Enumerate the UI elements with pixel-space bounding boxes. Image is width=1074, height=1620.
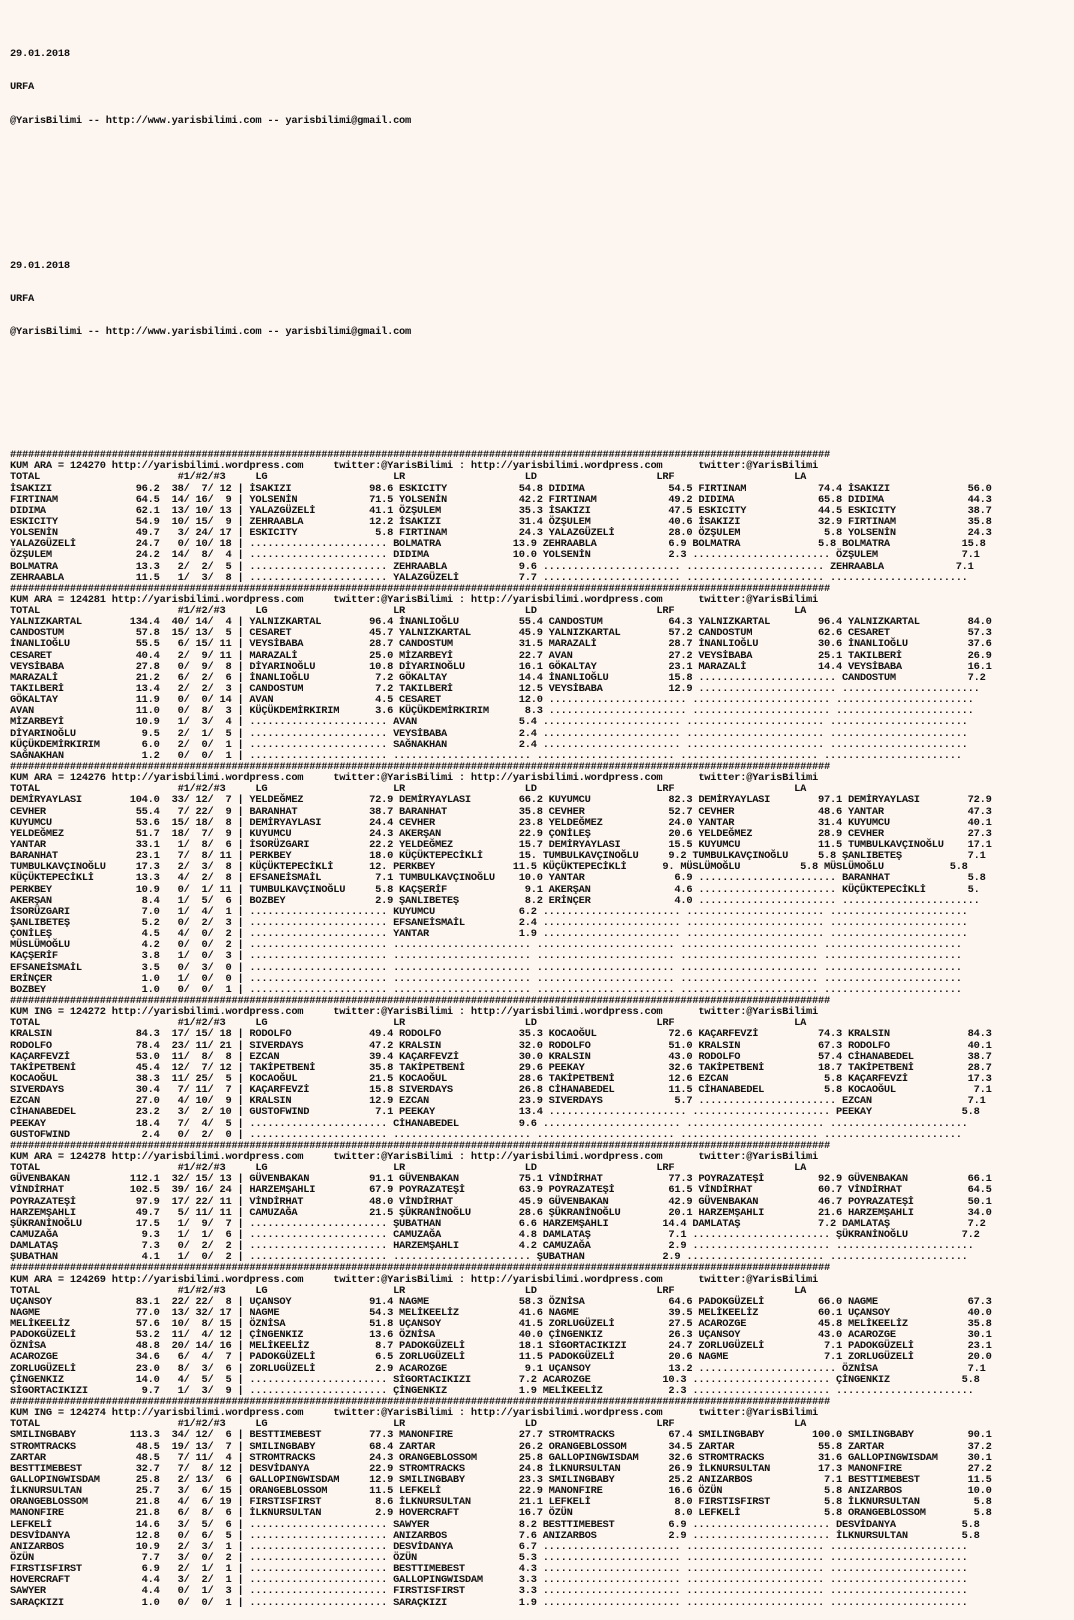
table-row: İSAKIZI 96.2 38/ 7/ 12 | İSAKIZI 98.6 ESKICITY 54.8 DIDIMA 54.5 FIRTINAM 74.4 İSAKIZI 56.0 [10, 482, 992, 495]
header-block-1 [10, 26, 1074, 149]
header-date: 29.01.2018 [10, 259, 70, 272]
table-row: CEVHER 55.4 7/ 22/ 9 | BARANHAT 38.7 BARANHAT 35.8 CEVHER 52.7 CEVHER 48.6 YANTAR 47.3 [10, 805, 992, 818]
table-row: MİZARBEYİ 10.9 1/ 3/ 4 | ....................... AVAN 5.4 ....................... ....................... ....................... [10, 716, 968, 729]
table-row: ÇONİLEŞ 4.5 4/ 0/ 2 | ....................... YANTAR 1.9 ....................... ....................... ....................... [10, 928, 968, 941]
race-block [10, 996, 1074, 1141]
table-row: GUSTOFWIND 2.4 0/ 2/ 0 | ....................... ....................... ....................... ....................... ....................... [10, 1128, 962, 1141]
table-row: PERKBEY 10.9 0/ 1/ 11 | TUMBULKAVÇINOĞLU 5.8 KAÇŞERİF 9.1 AKERŞAN 4.6 ....................... KÜÇÜKTEPECİKLİ 5. [10, 883, 980, 896]
table-row: TAKİPETBENİ 45.4 12/ 7/ 12 | TAKİPETBENİ 35.8 TAKİPETBENİ 29.6 PEEKAY 32.6 TAKİPETBENİ 18.7 TAKİPETBENİ 28.7 [10, 1061, 992, 1074]
separator-line: ######################################################################################################################################### [10, 449, 830, 462]
separator-line: ######################################################################################################################################### [10, 1396, 830, 1409]
table-row: ÖZÜN 7.7 3/ 0/ 2 | ....................... ÖZÜN 5.3 ....................... ....................... ....................... [10, 1552, 968, 1565]
table-row: DESVİDANYA 12.8 0/ 6/ 5 | ....................... ANIZARBOS 7.6 ANIZARBOS 2.9 ....................... İLKNURSULTAN 5.8 [10, 1529, 980, 1542]
table-row: ZORLUGÜZELİ 23.0 8/ 3/ 6 | ZORLUGÜZELİ 2.9 ACAROZGE 9.1 UÇANSOY 13.2 ....................... ÖZNİSA 7.1 [10, 1362, 986, 1375]
table-row: BARANHAT 23.1 7/ 8/ 11 | PERKBEY 18.0 KÜÇÜKTEPECİKLİ 15. TUMBULKAVÇINOĞLU 9.2 TUMBULKAVÇINOĞLU 5.8 ŞANLIBETEŞ 7.1 [10, 850, 986, 863]
race-title: KUM ARA = 124281 http://yarisbilimi.wordpress.com twitter:@YarisBilimi : http://yarisbilimi.wordpress.com twitter:@YarisBilimi [10, 593, 819, 606]
table-row: HARZEMŞAHLI 49.7 5/ 11/ 11 | CAMUZAĞA 21.5 ŞÜKRANİNOĞLU 28.6 ŞÜKRANİNOĞLU 20.1 HARZEMŞAHLI 21.6 HARZEMŞAHLI 34.0 [10, 1206, 992, 1219]
table-row: HOVERCRAFT 4.4 3/ 2/ 1 | ....................... GALLOPINGWISDAM 3.3 ....................... ....................... ....................... [10, 1574, 968, 1587]
table-row: SARAÇKIZI 1.0 0/ 0/ 1 | ....................... SARAÇKIZI 1.9 ....................... ....................... ....................... [10, 1596, 968, 1609]
table-row: LEFKELİ 14.6 3/ 5/ 6 | ....................... SAWYER 8.2 BESTTIMEBEST 6.9 ....................... DESVİDANYA 5.8 [10, 1518, 980, 1531]
table-row: KUYUMCU 53.6 15/ 18/ 8 | DEMİRYAYLASI 24.4 CEVHER 23.8 YELDEĞMEZ 24.0 YANTAR 31.4 KUYUMCU 40.1 [10, 816, 992, 829]
table-row: ÇİNGENKIZ 14.0 4/ 5/ 5 | ....................... SİGORTACIKIZI 7.2 ACAROZGE 10.3 ....................... ÇİNGENKIZ 5.8 [10, 1373, 980, 1386]
table-row: ANIZARBOS 10.9 2/ 3/ 1 | ....................... DESVİDANYA 6.7 ....................... ....................... ....................... [10, 1540, 968, 1553]
table-row: ŞANLIBETEŞ 5.2 0/ 2/ 3 | ....................... EFSANEİSMAİL 2.4 ....................... ....................... ....................... [10, 917, 968, 929]
table-row: KÜÇÜKTEPECİKLİ 13.3 4/ 2/ 8 | EFSANEİSMAİL 7.1 TUMBULKAVÇINOĞLU 10.0 YANTAR 6.9 ....................... BARANHAT 5.8 [10, 872, 986, 885]
column-header: TOTAL #1/#2/#3 LG LR LD LRF LA [10, 783, 807, 796]
table-row: KRALSIN 84.3 17/ 15/ 18 | RODOLFO 49.4 RODOLFO 35.3 KOCAOĞUL 72.6 KAÇARFEVZİ 74.3 KRALSIN 84.3 [10, 1028, 992, 1041]
table-row: POYRAZATEŞİ 97.9 17/ 22/ 11 | VİNDİRHAT 48.0 VİNDİRHAT 45.9 GÜVENBAKAN 42.9 GÜVENBAKAN 46.7 POYRAZATEŞİ 50.1 [10, 1195, 992, 1208]
table-row: CİHANABEDEL 23.2 3/ 2/ 10 | GUSTOFWIND 7.1 PEEKAY 13.4 ....................... ....................... PEEKAY 5.8 [10, 1106, 980, 1119]
table-row: İNANLIOĞLU 55.5 6/ 15/ 11 | VEYSİBABA 28.7 CANDOSTUM 31.5 MARAZALİ 28.7 İNANLIOĞLU 30.6 İNANLIOĞLU 37.6 [10, 638, 992, 651]
race-title: KUM ARA = 124269 http://yarisbilimi.wordpress.com twitter:@YarisBilimi : http://yarisbilimi.wordpress.com twitter:@YarisBilimi [10, 1273, 819, 1286]
table-row: RODOLFO 78.4 23/ 11/ 21 | SIVERDAYS 47.2 KRALSIN 32.0 RODOLFO 51.0 KRALSIN 67.3 RODOLFO 40.1 [10, 1039, 992, 1052]
table-row: FIRSTISFIRST 6.9 2/ 1/ 1 | ....................... BESTTIMEBEST 4.3 ....................... ....................... ....................... [10, 1563, 968, 1576]
table-row: ORANGEBLOSSOM 21.8 4/ 6/ 19 | FIRSTISFIRST 8.6 İLKNURSULTAN 21.1 LEFKELİ 8.0 FIRSTISFIRST 5.8 İLKNURSULTAN 5.8 [10, 1496, 992, 1509]
race-block [10, 762, 1074, 996]
table-row: ÖZŞULEM 24.2 14/ 8/ 4 | ....................... DIDIMA 10.0 YOLSENİN 2.3 ....................... ÖZŞULEM 7.1 [10, 549, 980, 562]
race-block [10, 450, 1074, 584]
race-title: KUM ARA = 124276 http://yarisbilimi.wordpress.com twitter:@YarisBilimi : http://yarisbilimi.wordpress.com twitter:@YarisBilimi [10, 772, 819, 785]
table-row: PADOKGÜZELİ 53.2 11/ 4/ 12 | ÇİNGENKIZ 13.6 ÖZNİSA 40.0 ÇİNGENKIZ 26.3 UÇANSOY 43.0 ACAROZGE 30.1 [10, 1329, 992, 1342]
table-row: YANTAR 33.1 1/ 8/ 6 | İSORÜZGARI 22.2 YELDEĞMEZ 15.7 DEMİRYAYLASI 15.5 KUYUMCU 11.5 TUMBULKAVÇINOĞLU 17.1 [10, 839, 992, 852]
blank-line [10, 417, 1074, 428]
table-row: KOCAOĞUL 38.3 11/ 25/ 5 | KOCAOĞUL 21.5 KOCAOĞUL 28.6 TAKİPETBENİ 12.6 EZCAN 5.8 KAÇARFEVZİ 17.3 [10, 1072, 992, 1085]
table-row: EFSANEİSMAİL 3.5 0/ 3/ 0 | ....................... ....................... ....................... ....................... ....................... [10, 961, 962, 974]
table-row: BOLMATRA 13.3 2/ 2/ 5 | ....................... ZEHRAABLA 9.6 ....................... ....................... ZEHRAABLA 7.1 [10, 560, 974, 573]
table-row: ÖZNİSA 48.8 20/ 14/ 16 | MELİKEELİZ 8.7 PADOKGÜZELİ 18.1 SİGORTACIKIZI 24.7 ZORLUGÜZELİ 7.1 PADOKGÜZELİ 23.1 [10, 1340, 992, 1353]
race-tables [10, 450, 1074, 1609]
table-row: TAKILBERİ 13.4 2/ 2/ 3 | CANDOSTUM 7.2 TAKILBERİ 12.5 VEYSİBABA 12.9 ....................... ....................... [10, 683, 980, 696]
table-row: KAÇŞERİF 3.8 1/ 0/ 3 | ....................... ....................... ....................... ....................... ....................... [10, 950, 962, 963]
table-row: YALAZGÜZELİ 24.7 0/ 10/ 18 | ....................... BOLMATRA 13.9 ZEHRAABLA 6.9 BOLMATRA 5.8 BOLMATRA 15.8 [10, 538, 986, 551]
blank-line [10, 205, 1074, 216]
race-block [10, 1263, 1074, 1397]
race-title: KUM ING = 124272 http://yarisbilimi.wordpress.com twitter:@YarisBilimi : http://yarisbilimi.wordpress.com twitter:@YarisBilimi [10, 1006, 819, 1019]
table-row: CAMUZAĞA 9.3 1/ 1/ 6 | ....................... CAMUZAĞA 4.8 DAMLATAŞ 7.1 ....................... ŞÜKRANİNOĞLU 7.2 [10, 1228, 980, 1241]
separator-line: ######################################################################################################################################### [10, 761, 830, 774]
column-header: TOTAL #1/#2/#3 LG LR LD LRF LA [10, 1162, 807, 1175]
table-row: DIDIMA 62.1 13/ 10/ 13 | YALAZGÜZELİ 41.1 ÖZŞULEM 35.3 İSAKIZI 47.5 ESKICITY 44.5 ESKICITY 38.7 [10, 504, 992, 517]
table-row: STROMTRACKS 48.5 19/ 13/ 7 | SMILINGBABY 68.4 ZARTAR 26.2 ORANGEBLOSSOM 34.5 ZARTAR 55.8 ZARTAR 37.2 [10, 1440, 992, 1453]
header-contact: @YarisBilimi -- http://www.yarisbilimi.com -- yarisbilimi@gmail.com [10, 114, 412, 127]
table-row: ŞÜKRANİNOĞLU 17.5 1/ 9/ 7 | ....................... ŞUBATHAN 6.6 HARZEMŞAHLI 14.4 DAMLATAŞ 7.2 DAMLATAŞ 7.2 [10, 1217, 986, 1230]
header-date: 29.01.2018 [10, 47, 70, 60]
separator-line: ######################################################################################################################################### [10, 582, 830, 595]
table-row: VİNDİRHAT 102.5 39/ 16/ 24 | HARZEMŞAHLI 67.9 POYRAZATEŞİ 63.9 POYRAZATEŞİ 61.5 VİNDİRHAT 60.7 VİNDİRHAT 64.5 [10, 1184, 992, 1197]
table-row: GÖKALTAY 11.9 0/ 0/ 14 | AVAN 4.5 CESARET 12.0 ....................... ....................... ....................... [10, 694, 974, 707]
table-row: ESKICITY 54.9 10/ 15/ 9 | ZEHRAABLA 12.2 İSAKIZI 31.4 ÖZŞULEM 40.6 İSAKIZI 32.9 FIRTINAM 35.8 [10, 515, 992, 528]
table-row: MANONFIRE 21.8 6/ 8/ 6 | İLKNURSULTAN 2.9 HOVERCRAFT 16.7 ÖZÜN 8.0 LEFKELİ 5.8 ORANGEBLOSSOM 5.8 [10, 1507, 992, 1520]
table-row: MARAZALİ 21.2 6/ 2/ 6 | İNANLIOĞLU 7.2 GÖKALTAY 14.4 İNANLIOĞLU 15.8 ....................... CANDOSTUM 7.2 [10, 671, 986, 684]
race-title: KUM ARA = 124270 http://yarisbilimi.wordpress.com twitter:@YarisBilimi : http://yarisbilimi.wordpress.com twitter:@YarisBilimi [10, 460, 819, 473]
table-row: SİGORTACIKIZI 9.7 1/ 3/ 9 | ....................... ÇİNGENKIZ 1.9 MELİKEELİZ 2.3 ....................... ....................... [10, 1384, 974, 1397]
table-row: NAGME 77.0 13/ 32/ 17 | NAGME 54.3 MELİKEELİZ 41.6 NAGME 39.5 MELİKEELİZ 60.1 UÇANSOY 40.0 [10, 1306, 992, 1319]
separator-line: ######################################################################################################################################### [10, 1262, 830, 1275]
table-row: SAĞNAKHAN 1.2 0/ 0/ 1 | ....................... ....................... ....................... ....................... ....................... [10, 749, 962, 762]
table-row: AKERŞAN 8.4 1/ 5/ 6 | BOZBEY 2.9 ŞANLIBETEŞ 8.2 ERİNÇER 4.0 ....................... ....................... [10, 894, 980, 907]
header-contact: @YarisBilimi -- http://www.yarisbilimi.com -- yarisbilimi@gmail.com [10, 326, 412, 339]
blank-line [10, 171, 1074, 182]
table-row: SAWYER 4.4 0/ 1/ 3 | ....................... FIRSTISFIRST 3.3 ....................... ....................... ....................... [10, 1585, 968, 1598]
column-header: TOTAL #1/#2/#3 LG LR LD LRF LA [10, 1284, 807, 1297]
table-row: CANDOSTUM 57.8 15/ 13/ 5 | CESARET 45.7 YALNIZKARTAL 45.9 YALNIZKARTAL 57.2 CANDOSTUM 62.6 CESARET 57.3 [10, 627, 992, 640]
header-block-2 [10, 238, 1074, 361]
race-block [10, 1141, 1074, 1264]
table-row: DAMLATAŞ 7.3 0/ 2/ 2 | ....................... HARZEMŞAHLI 4.2 CAMUZAĞA 2.9 ....................... ....................... [10, 1240, 974, 1253]
table-row: MELİKEELİZ 57.6 10/ 8/ 15 | ÖZNİSA 51.8 UÇANSOY 41.5 ZORLUGÜZELİ 27.5 ACAROZGE 45.8 MELİKEELİZ 35.8 [10, 1318, 992, 1331]
table-row: ŞUBATHAN 4.1 1/ 0/ 2 | ....................... ....................... ŞUBATHAN 2.9 ....................... ....................... [10, 1251, 968, 1264]
table-row: BESTTIMEBEST 32.7 7/ 8/ 12 | DESVİDANYA 22.9 STROMTRACKS 24.8 İLKNURSULTAN 26.9 İLKNURSULTAN 17.3 MANONFIRE 27.2 [10, 1462, 992, 1475]
table-row: CESARET 40.4 2/ 9/ 11 | MARAZALİ 25.0 MİZARBEYİ 22.7 AVAN 27.2 VEYSİBABA 25.1 TAKILBERİ 26.9 [10, 649, 992, 662]
table-row: SMILINGBABY 113.3 34/ 12/ 6 | BESTTIMEBEST 77.3 MANONFIRE 27.7 STROMTRACKS 67.4 SMILINGBABY 100.0 SMILINGBABY 90.1 [10, 1429, 992, 1442]
table-row: YELDEĞMEZ 51.7 18/ 7/ 9 | KUYUMCU 24.3 AKERŞAN 22.9 ÇONİLEŞ 20.6 YELDEĞMEZ 28.9 CEVHER 27.3 [10, 827, 992, 840]
table-row: YALNIZKARTAL 134.4 40/ 14/ 4 | YALNIZKARTAL 96.4 İNANLIOĞLU 55.4 CANDOSTUM 64.3 YALNIZKARTAL 96.4 YALNIZKARTAL 84.0 [10, 616, 992, 629]
column-header: TOTAL #1/#2/#3 LG LR LD LRF LA [10, 1017, 807, 1030]
table-row: TUMBULKAVÇINOĞLU 17.3 2/ 3/ 8 | KÜÇÜKTEPECİKLİ 12. PERKBEY 11.5 KÜÇÜKTEPECİKLİ 9. MÜSLÜMOĞLU 5.8 MÜSLÜMOĞLU 5.8 [10, 861, 968, 874]
table-row: AVAN 11.0 0/ 8/ 3 | KÜÇÜKDEMİRKIRIM 3.6 KÜÇÜKDEMİRKIRIM 8.3 ....................... ....................... ....................... [10, 705, 974, 718]
table-row: FIRTINAM 64.5 14/ 16/ 9 | YOLSENİN 71.5 YOLSENİN 42.2 FIRTINAM 49.2 DIDIMA 65.8 DIDIMA 44.3 [10, 493, 992, 506]
table-row: UÇANSOY 83.1 22/ 22/ 8 | UÇANSOY 91.4 NAGME 58.3 ÖZNİSA 64.6 PADOKGÜZELİ 66.0 NAGME 67.3 [10, 1295, 992, 1308]
table-row: SIVERDAYS 30.4 7/ 11/ 7 | KAÇARFEVZİ 15.8 SIVERDAYS 26.8 CİHANABEDEL 11.5 CİHANABEDEL 5.8 KOCAOĞUL 7.1 [10, 1084, 992, 1097]
table-row: BOZBEY 1.0 0/ 0/ 1 | ....................... ....................... ....................... ....................... ....................... [10, 983, 962, 996]
header-city: URFA [10, 292, 34, 305]
header-city: URFA [10, 81, 34, 94]
table-row: İSORÜZGARI 7.0 1/ 4/ 1 | ....................... KUYUMCU 6.2 ....................... ....................... ....................... [10, 905, 968, 918]
table-row: KÜÇÜKDEMİRKIRIM 6.0 2/ 0/ 1 | ....................... SAĞNAKHAN 2.4 ....................... ....................... ....................... [10, 738, 968, 751]
column-header: TOTAL #1/#2/#3 LG LR LD LRF LA [10, 605, 807, 618]
table-row: DEMİRYAYLASI 104.0 33/ 12/ 7 | YELDEĞMEZ 72.9 DEMİRYAYLASI 66.2 KUYUMCU 82.3 DEMİRYAYLASI 97.1 DEMİRYAYLASI 72.9 [10, 794, 992, 807]
separator-line: ######################################################################################################################################### [10, 994, 830, 1007]
table-row: YOLSENİN 49.7 3/ 24/ 17 | ESKICITY 5.8 FIRTINAM 24.3 YALAZGÜZELİ 28.0 ÖZŞULEM 5.8 YOLSENİN 24.3 [10, 527, 992, 540]
table-row: EZCAN 27.0 4/ 10/ 9 | KRALSIN 12.9 EZCAN 23.9 SIVERDAYS 5.7 ....................... EZCAN 7.1 [10, 1095, 986, 1108]
race-title: KUM ING = 124274 http://yarisbilimi.wordpress.com twitter:@YarisBilimi : http://yarisbilimi.wordpress.com twitter:@YarisBilimi [10, 1407, 819, 1420]
table-row: DİYARINOĞLU 9.5 2/ 1/ 5 | ....................... VEYSİBABA 2.4 ....................... ....................... ....................... [10, 727, 968, 740]
race-block [10, 1397, 1074, 1609]
table-row: ERİNÇER 1.0 1/ 0/ 0 | ....................... ....................... ....................... ....................... ....................... [10, 972, 962, 985]
table-row: ZEHRAABLA 11.5 1/ 3/ 8 | ....................... YALAZGÜZELİ 7.7 ....................... ....................... ....................... [10, 571, 968, 584]
race-block [10, 584, 1074, 762]
blank-line [10, 383, 1074, 394]
table-row: ZARTAR 48.5 7/ 11/ 4 | STROMTRACKS 24.3 ORANGEBLOSSOM 25.8 GALLOPINGWISDAM 32.6 STROMTRACKS 31.6 GALLOPINGWISDAM 30.1 [10, 1451, 992, 1464]
table-row: PEEKAY 18.4 7/ 4/ 5 | ....................... CİHANABEDEL 9.6 ....................... ....................... ....................... [10, 1117, 968, 1130]
column-header: TOTAL #1/#2/#3 LG LR LD LRF LA [10, 1418, 807, 1431]
table-row: ACAROZGE 34.6 6/ 4/ 7 | PADOKGÜZELİ 6.5 ZORLUGÜZELİ 11.5 PADOKGÜZELİ 20.6 NAGME 7.1 ZORLUGÜZELİ 20.0 [10, 1351, 992, 1364]
separator-line: ######################################################################################################################################### [10, 1139, 830, 1152]
table-row: KAÇARFEVZİ 53.0 11/ 8/ 8 | EZCAN 39.4 KAÇARFEVZİ 30.0 KRALSIN 43.0 RODOLFO 57.4 CİHANABEDEL 38.7 [10, 1050, 992, 1063]
table-row: MÜSLÜMOĞLU 4.2 0/ 0/ 2 | ....................... ....................... ....................... ....................... ....................... [10, 939, 962, 952]
table-row: İLKNURSULTAN 25.7 3/ 6/ 15 | ORANGEBLOSSOM 11.5 LEFKELİ 22.9 MANONFIRE 16.6 ÖZÜN 5.8 ANIZARBOS 10.0 [10, 1485, 992, 1498]
table-row: VEYSİBABA 27.8 0/ 9/ 8 | DİYARINOĞLU 10.8 DİYARINOĞLU 16.1 GÖKALTAY 23.1 MARAZALİ 14.4 VEYSİBABA 16.1 [10, 660, 992, 673]
column-header: TOTAL #1/#2/#3 LG LR LD LRF LA [10, 471, 807, 484]
table-row: GÜVENBAKAN 112.1 32/ 15/ 13 | GÜVENBAKAN 91.1 GÜVENBAKAN 75.1 VİNDİRHAT 77.3 POYRAZATEŞİ 92.9 GÜVENBAKAN 66.1 [10, 1173, 992, 1186]
table-row: GALLOPINGWISDAM 25.8 2/ 13/ 6 | GALLOPINGWISDAM 12.9 SMILINGBABY 23.3 SMILINGBABY 25.2 ANIZARBOS 7.1 BESTTIMEBEST 11.5 [10, 1474, 992, 1487]
race-title: KUM ARA = 124278 http://yarisbilimi.wordpress.com twitter:@YarisBilimi : http://yarisbilimi.wordpress.com twitter:@YarisBilimi [10, 1150, 819, 1163]
